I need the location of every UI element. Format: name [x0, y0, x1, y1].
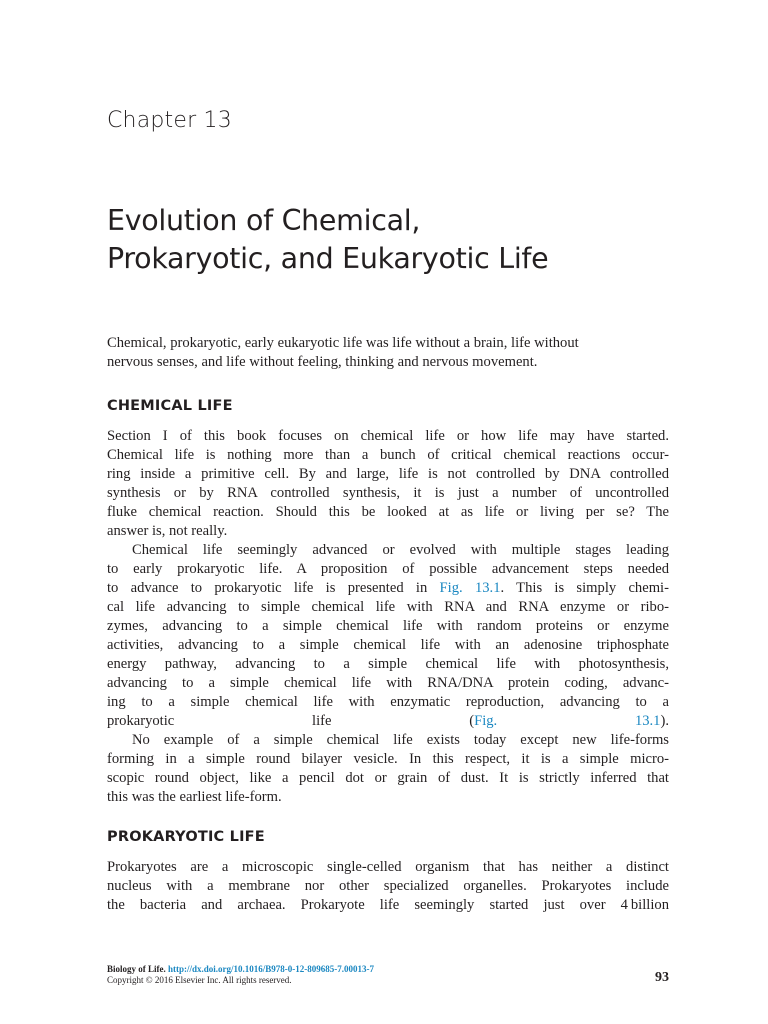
body-line: activities, advancing to a simple chemical life with an adenosine triphosphate [107, 637, 669, 653]
body-line: synthesis or by RNA controlled synthesis, it is just a number of uncontrolled [107, 485, 669, 501]
footer-citation [107, 964, 669, 975]
body-line: to early prokaryotic life. A proposition of possible advancement steps needed [107, 561, 669, 577]
body-line: zymes, advancing to a simple chemical life with random proteins or enzyme [107, 618, 669, 634]
chapter-label: Chapter 13 [107, 108, 232, 133]
section-heading-prokaryotic-life: PROKARYOTIC LIFE [107, 829, 265, 845]
body-line-text: to advance to prokaryotic life is presented in [107, 580, 440, 596]
body-line: Prokaryotes are a microscopic single-celled organism that has neither a distinct [107, 859, 669, 875]
body-line: answer is, not really. [107, 523, 228, 539]
section-body-chemical-life [107, 427, 669, 807]
body-line [107, 712, 669, 731]
body-line: ing to a simple chemical life with enzymatic reproduction, advancing to a [107, 694, 669, 710]
body-line-text: . This is simply chemi- [500, 580, 669, 596]
body-line-text: prokaryotic life ( [107, 713, 475, 729]
footer-book-title: Biology of Life. [107, 964, 166, 974]
figure-reference-link[interactable]: Fig. 13.1 [474, 713, 661, 729]
body-line: No example of a simple chemical life exists today except new life-forms [132, 732, 669, 748]
body-line: Section I of this book focuses on chemical life or how life may have started. [107, 428, 669, 444]
body-line [107, 579, 669, 598]
body-line: energy pathway, advancing to a simple chemical life with photosynthesis, [107, 656, 669, 672]
body-line: Chemical life seemingly advanced or evolved with multiple stages leading [132, 542, 669, 558]
section-heading-chemical-life: CHEMICAL LIFE [107, 398, 233, 414]
page-number: 93 [655, 970, 669, 985]
body-line: Chemical life is nothing more than a bunch of critical chemical reactions occur- [107, 447, 669, 463]
body-line: scopic round object, like a pencil dot or grain of dust. It is strictly inferred that [107, 770, 669, 786]
body-line: nucleus with a membrane nor other specialized organelles. Prokaryotes include [107, 878, 669, 894]
body-line: cal life advancing to simple chemical life with RNA and RNA enzyme or ribo- [107, 599, 669, 615]
chapter-abstract [107, 334, 669, 372]
footer-doi-link[interactable]: http://dx.doi.org/10.1016/B978-0-12-809685-7.00013-7 [168, 964, 374, 974]
section-body-prokaryotic-life [107, 858, 669, 915]
body-line: this was the earliest life-form. [107, 789, 282, 805]
figure-reference-link[interactable]: Fig. 13.1 [439, 580, 501, 596]
body-line: forming in a simple round bilayer vesicle. In this respect, it is a simple micro- [107, 751, 669, 767]
abstract-line: nervous senses, and life without feeling, thinking and nervous movement. [107, 354, 538, 370]
chapter-title [107, 202, 707, 278]
body-line-text: ). [660, 713, 669, 729]
chapter-title-line: Evolution of Chemical, [107, 204, 421, 237]
body-line: the bacteria and archaea. Prokaryote life seemingly started just over 4 billion [107, 897, 669, 913]
abstract-line: Chemical, prokaryotic, early eukaryotic life was life without a brain, life without [107, 335, 579, 351]
page-footer [107, 964, 669, 986]
chapter-title-line: Prokaryotic, and Eukaryotic Life [107, 242, 549, 275]
body-line: fluke chemical reaction. Should this be looked at as life or living per se? The [107, 504, 669, 520]
body-line: advancing to a simple chemical life with RNA/DNA protein coding, advanc- [107, 675, 669, 691]
body-line: ring inside a primitive cell. By and large, life is not controlled by DNA controlled [107, 466, 669, 482]
footer-copyright: Copyright © 2016 Elsevier Inc. All rights reserved. [107, 975, 292, 985]
